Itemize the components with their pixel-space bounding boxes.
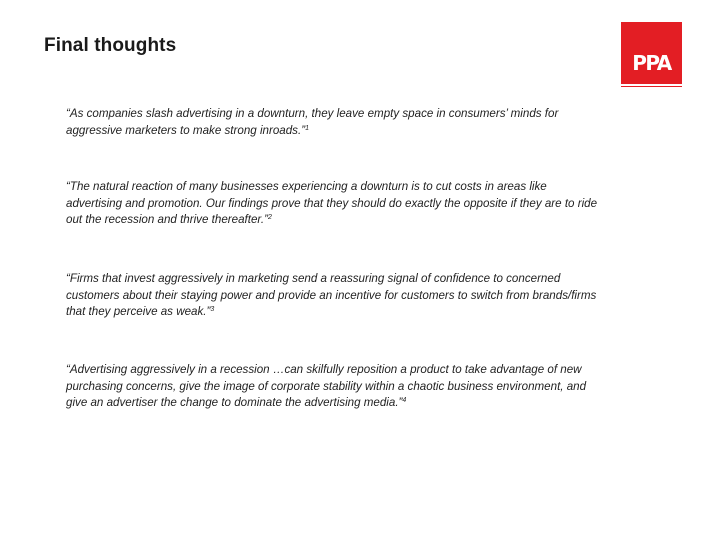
footnote-marker: 3 [210,306,215,313]
quote-3 [66,271,606,321]
quote-text: “As companies slash advertising in a downturn, they leave empty space in consumers’ minds for aggressive marketers to make strong inroads.” [66,107,559,137]
quote-2 [66,179,606,229]
footnote-marker: 2 [267,214,272,221]
ppa-logo [621,22,682,84]
ppa-logo-text: PPA [632,51,671,75]
logo-divider [621,86,682,87]
footnote-marker: 4 [402,397,407,404]
quote-4 [66,362,606,412]
slide-title: Final thoughts [44,35,177,56]
quote-text: “Advertising aggressively in a recession …can skilfully reposition a product to take advantage of new purchasing concerns, give the image of corporate stability within a chaotic business environment, and give an advertiser the change to dominate the advertising media.” [66,363,587,409]
quote-1 [66,106,606,139]
quote-text: “The natural reaction of many businesses experiencing a downturn is to cut costs in areas like advertising and promotion. Our findings prove that they should do exactly the opposite if they are to ride out the recession and thrive thereafter.” [66,180,598,226]
footnote-marker: 1 [305,124,309,132]
quote-text: “Firms that invest aggressively in marketing send a reassuring signal of confidence to concerned customers about their staying power and provide an incentive for customers to switch from brands/firms that they perceive as weak.” [66,272,597,318]
